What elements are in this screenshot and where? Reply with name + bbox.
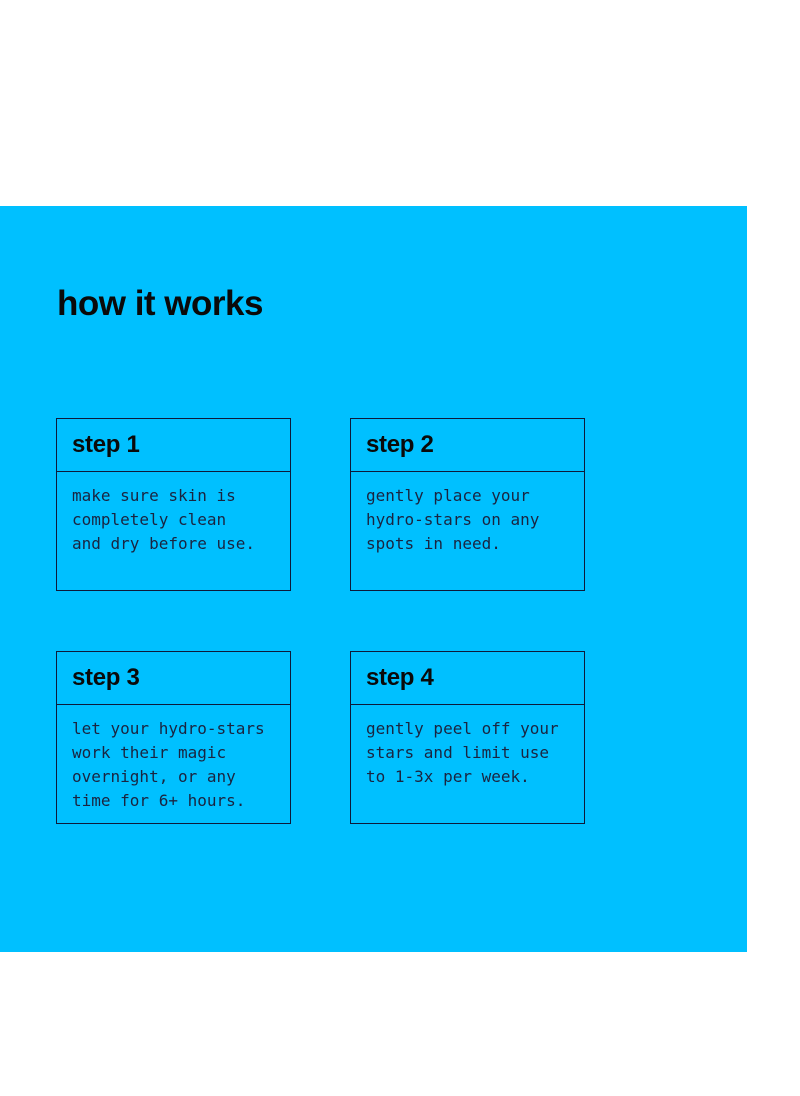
step-card-4 [350,651,585,824]
how-it-works-panel [0,206,747,952]
step-card-1 [56,418,291,591]
step-title: step 2 [351,419,584,472]
section-title: how it works [57,284,263,323]
step-title: step 1 [57,419,290,472]
step-title: step 3 [57,652,290,705]
step-description: let your hydro-stars work their magic overnight, or any time for 6+ hours. [72,719,265,810]
step-card-3 [56,651,291,824]
step-card-2 [350,418,585,591]
step-description: gently peel off your stars and limit use to 1-3x per week. [366,719,559,786]
step-description: make sure skin is completely clean and dry before use. [72,486,256,553]
step-title: step 4 [351,652,584,705]
step-description: gently place your hydro-stars on any spots in need. [366,486,540,553]
